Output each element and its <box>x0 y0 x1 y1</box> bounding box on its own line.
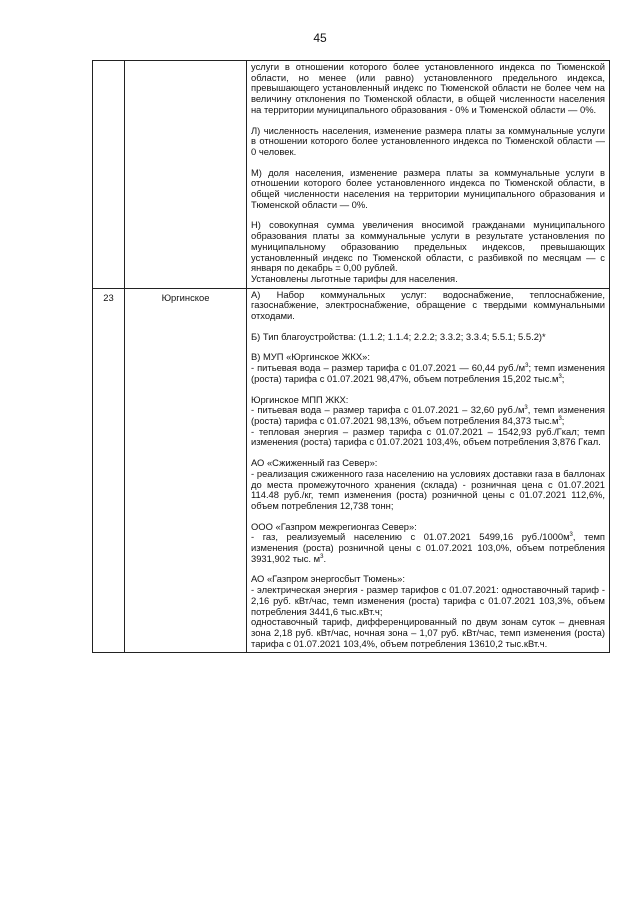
paragraph: - реализация сжиженного газа населению на условиях доставки газа в баллонах до места промежуточного хранения (склада) - розничная цена с 01.07.2021 114.48 руб./кг, темп изменения (роста) розничной цены с 01.07.2021 112,6%, объем потребления 12,738 тонн; <box>251 467 605 511</box>
paragraph: А) Набор коммунальных услуг: водоснабжение, теплоснабжение, газоснабжение, электроснабжение, обращение с твердыми коммунальными отходами. <box>251 288 605 322</box>
row-text-cell <box>247 61 610 289</box>
municipality-name: Юргинское <box>125 288 247 653</box>
org-heading: АО «Газпром энергосбыт Тюмень»: <box>251 573 405 585</box>
org-heading: ООО «Газпром межрегионгаз Север»: <box>251 520 417 532</box>
row-number: 23 <box>93 288 125 653</box>
row-number-cell <box>93 61 125 289</box>
paragraph: услуги в отношении которого более установленного индекса по Тюменской области, но менее (или равно) установленного предельного индекса, превышающего установленный индекс по Тюменской области не более чем на величину отклонения по Тюменской области, в общей численности населения на территории муниципального образования - 0% и Тюменской области — 0%. <box>251 61 605 115</box>
paragraph: - электрическая энергия - размер тарифов с 01.07.2021: одноставочный тариф - 2,16 руб. кВт/час, темп изменения (роста) тарифа с 01.07.2021 103,3%, объем потребления 3441,6 тыс.кВт.ч; <box>251 584 605 617</box>
paragraph: - питьевая вода – размер тарифа с 01.07.2021 – 32,60 $руб./м^3$, темп изменения (роста) тарифа с 01.07.2021 98,13%, объем потребления 84,373 $тыс.м^3$; <box>251 404 605 426</box>
paragraph: Л) численность населения, изменение размера платы за коммунальные услуги в отношении которого более установленного индекса по Тюменской области — 0 человек. <box>251 124 605 157</box>
paragraph: Н) совокупная сумма увеличения вносимой гражданами муниципального образования платы за коммунальные услуги в результате установления по муниципальному образованию предельных индексов, превышающих установленный индекс по Тюменской области, с разбивкой по месяцам — с января по декабрь = 0,00 рублей. <box>251 219 605 274</box>
org-heading: АО «Сжиженный газ Север»: <box>251 457 378 469</box>
paragraph: одноставочный тариф, дифференцированный по двум зонам суток – дневная зона 2,18 руб. кВт/час, ночная зона – 1,07 руб. кВт/час, темп изменения (роста) тарифа с 01.07.2021 103,4%, объем потребления 13610,2 тыс.кВт.ч. <box>251 616 605 649</box>
paragraph: - тепловая энергия – размер тарифа с 01.07.2021 – 1542,93 руб./Гкал; темп изменения (роста) тарифа с 01.07.2021 103,4%, объем потребления 3,876 Гкал. <box>251 425 605 448</box>
row-name-cell <box>125 61 247 289</box>
paragraph: - газ, реализуемый населению с 01.07.2021 5499,16 $руб./1000м^3$, темп изменения (роста) розничной цены с 01.07.2021 103,0%, объем потребления 3931,902 тыс. $м^3$. <box>251 531 605 564</box>
page-number: 45 <box>313 31 327 45</box>
tariff-table <box>92 60 610 653</box>
paragraph: Установлены льготные тарифы для населения. <box>251 272 458 284</box>
org-heading: В) МУП «Юргинское ЖКХ»: <box>251 351 370 363</box>
paragraph: Б) Тип благоустройства: (1.1.2; 1.1.4; 2.2.2; 3.3.2; 3.3.4; 5.5.1; 5.5.2)* <box>251 330 546 342</box>
paragraph: М) доля населения, изменение размера платы за коммунальные услуги в отношении которого более установленного индекса по Тюменской области, в общей численности населения на территории муниципального образования и Тюменской области — 0%. <box>251 166 605 210</box>
table-row <box>93 61 610 289</box>
row-text-cell <box>247 288 610 653</box>
paragraph: - питьевая вода – размер тарифа с 01.07.2021 — 60,44 $руб./м^3$; темп изменения (роста) тарифа с 01.07.2021 98,47%, объем потребления 15,202 $тыс.м^3$; <box>251 362 605 384</box>
org-heading: Юргинское МПП ЖКХ: <box>251 393 349 405</box>
table-row <box>93 288 610 653</box>
